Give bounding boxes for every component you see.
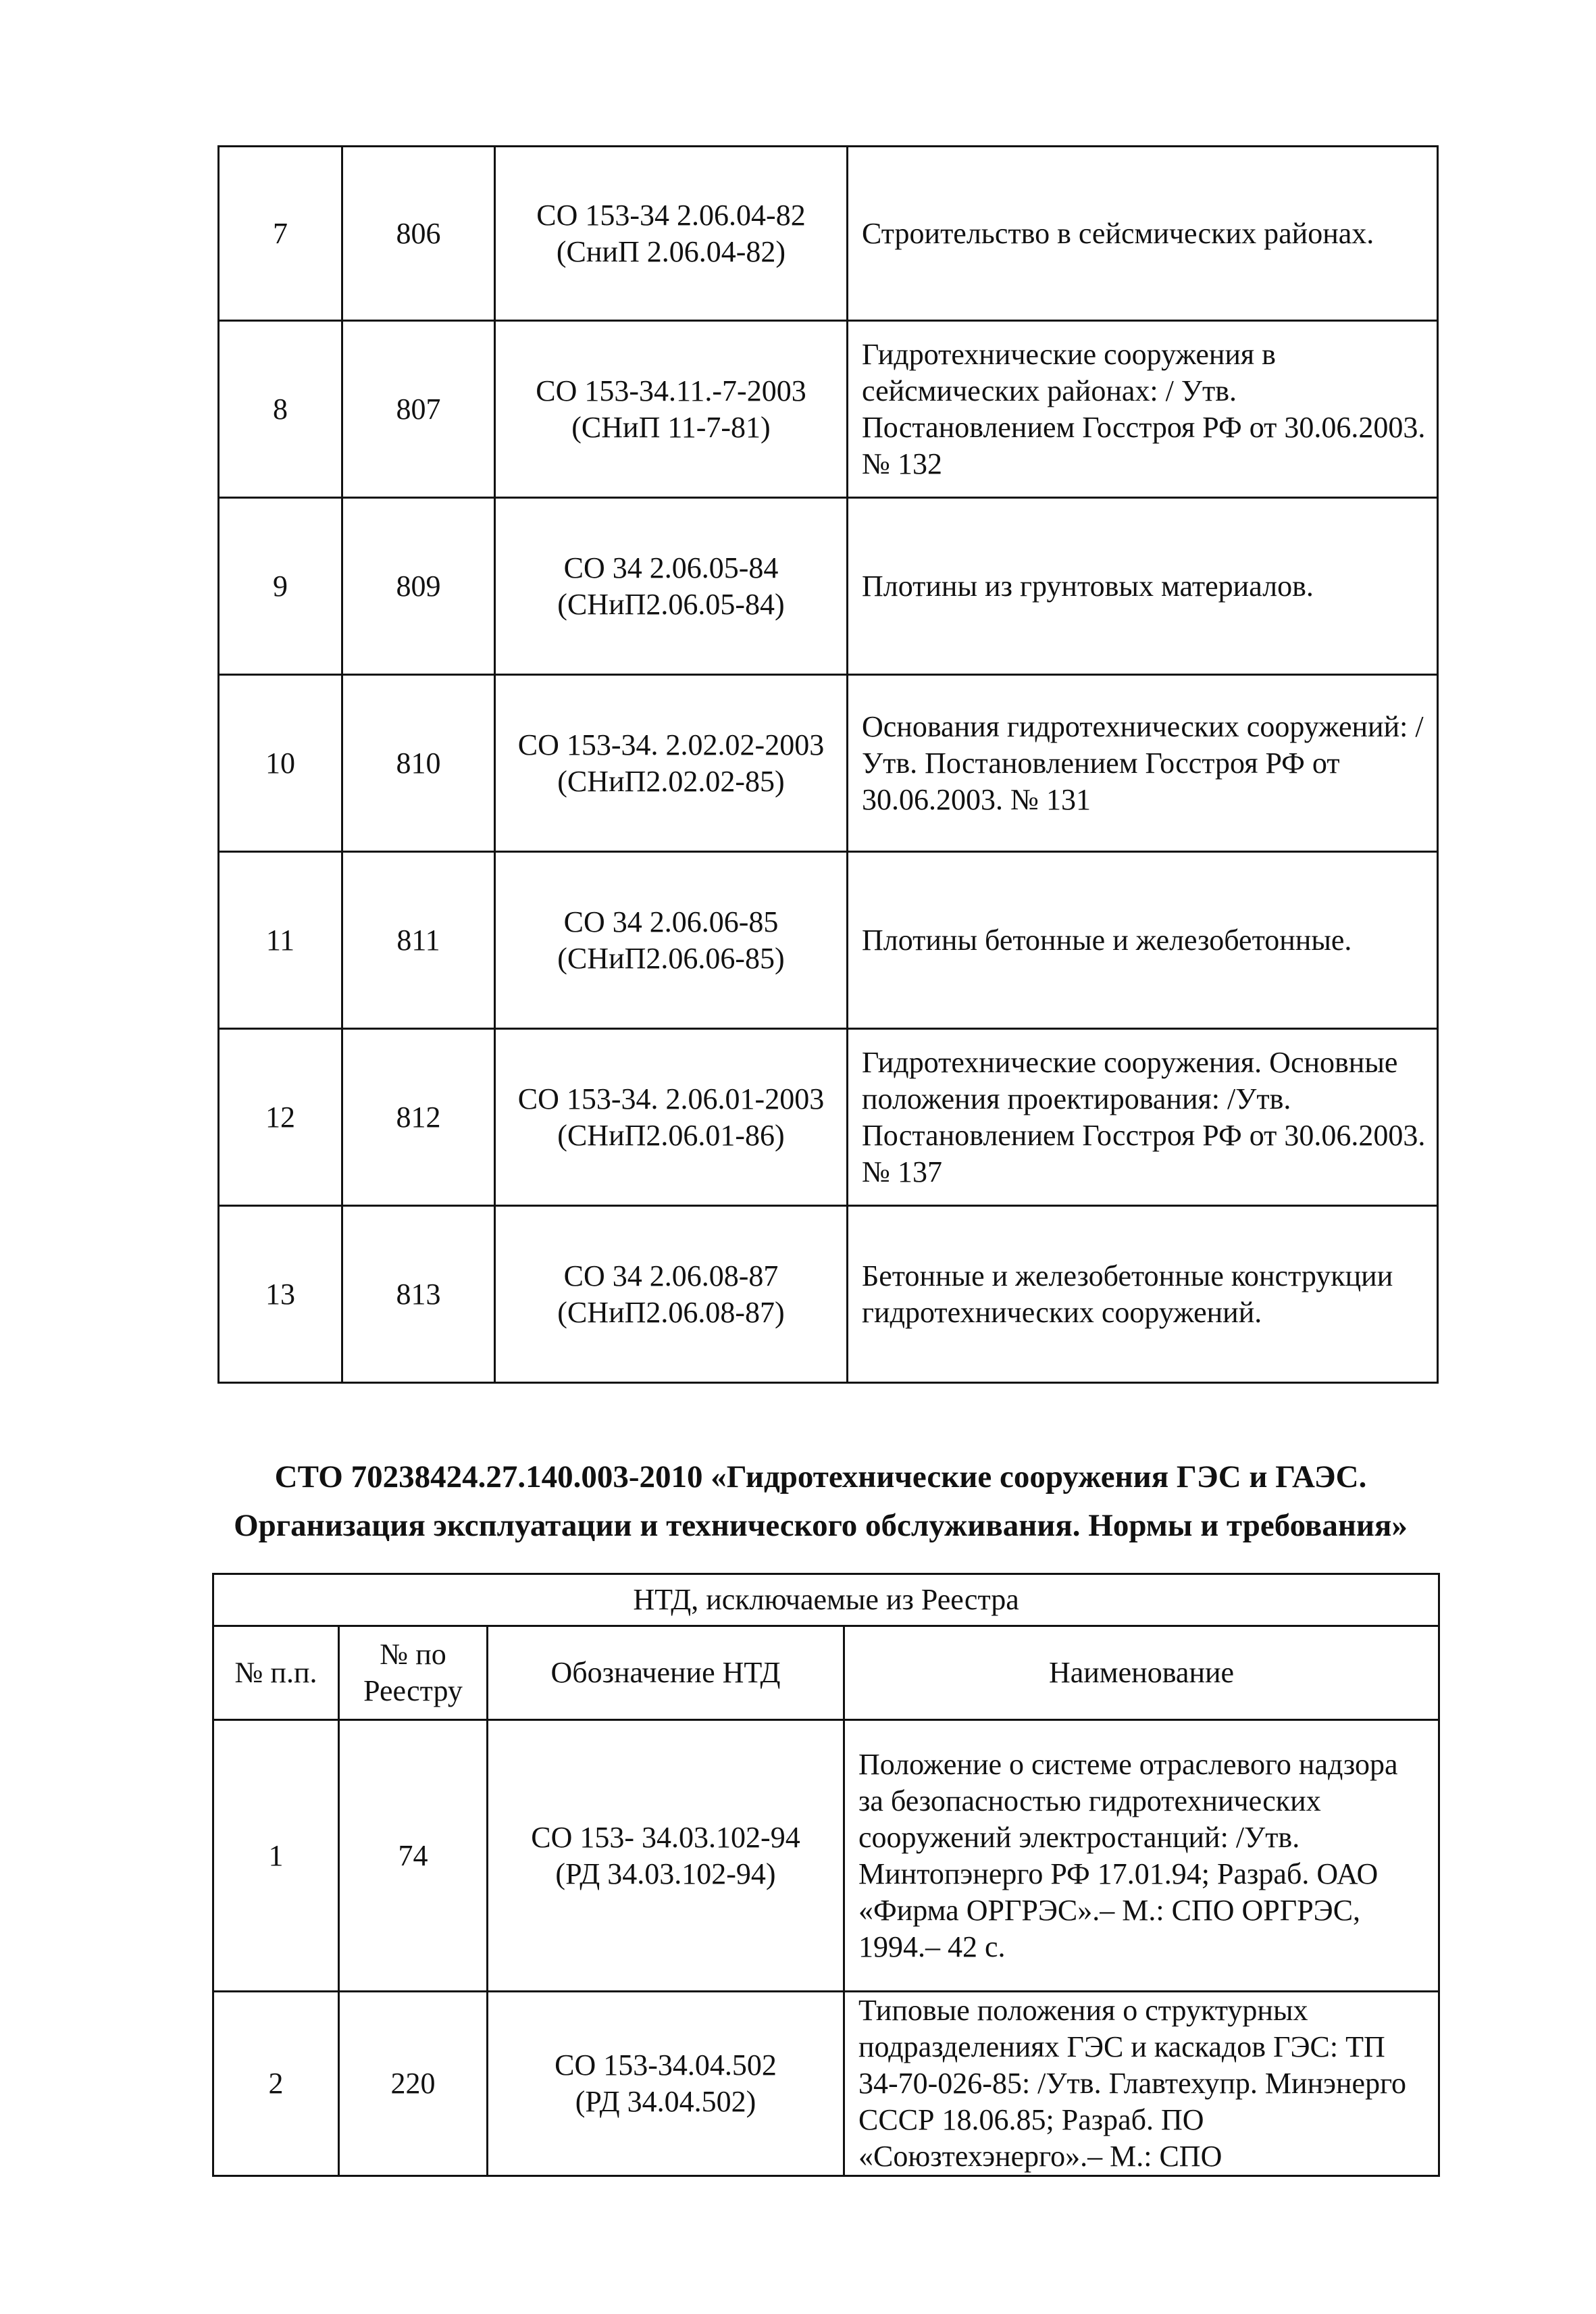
column-header-name: Наименование xyxy=(844,1626,1439,1720)
document-code: СО 153-34. 2.06.01-2003 (СНиП2.06.01-86) xyxy=(495,1029,848,1206)
document-name: Гидротехнические сооружения. Основные положения проектирования: /Утв. Постановлением Госстроя РФ от 30.06.2003. № 137 xyxy=(848,1029,1438,1206)
registry-number: 813 xyxy=(342,1206,495,1383)
document-name: Плотины из грунтовых материалов. xyxy=(848,498,1438,675)
table-row xyxy=(213,1720,1439,1992)
registry-number: 806 xyxy=(342,147,495,321)
registry-table-continued xyxy=(217,145,1439,1384)
document-name: Бетонные и железобетонные конструкции гидротехнических сооружений. xyxy=(848,1206,1438,1383)
row-number: 9 xyxy=(219,498,342,675)
document-code: СО 153- 34.03.102-94 (РД 34.03.102-94) xyxy=(488,1720,844,1992)
column-header-registry: № по Реестру xyxy=(339,1626,488,1720)
document-code: СО 153-34 2.06.04-82 (СниП 2.06.04-82) xyxy=(495,147,848,321)
registry-number: 807 xyxy=(342,321,495,498)
document-code: СО 34 2.06.05-84 (СНиП2.06.05-84) xyxy=(495,498,848,675)
row-number: 8 xyxy=(219,321,342,498)
table-row xyxy=(219,675,1438,852)
row-number: 13 xyxy=(219,1206,342,1383)
table-row xyxy=(219,1029,1438,1206)
table-caption-row xyxy=(213,1574,1439,1626)
table-row xyxy=(219,147,1438,321)
table-header-row xyxy=(213,1626,1439,1720)
column-header-number: № п.п. xyxy=(213,1626,339,1720)
row-number: 10 xyxy=(219,675,342,852)
row-number: 12 xyxy=(219,1029,342,1206)
table-row xyxy=(219,1206,1438,1383)
registry-number: 811 xyxy=(342,852,495,1029)
registry-number: 220 xyxy=(339,1992,488,2176)
column-header-code: Обозначение НТД xyxy=(488,1626,844,1720)
document-name: Основания гидротехнических сооружений: / Утв. Постановлением Госстроя РФ от 30.06.2003. № 131 xyxy=(848,675,1438,852)
table-row xyxy=(219,321,1438,498)
section-title xyxy=(169,1453,1472,1550)
document-name: Типовые положения о структурных подразделениях ГЭС и каскадов ГЭС: ТП 34-70-026-85: /Утв. Главтехупр. Минэнерго СССР 18.06.85; Разраб. ПО «Союзтехэнерго».– М.: СПО xyxy=(844,1992,1439,2176)
table-row xyxy=(219,498,1438,675)
row-number: 1 xyxy=(213,1720,339,1992)
document-name: Плотины бетонные и железобетонные. xyxy=(848,852,1438,1029)
section-title-line-2: Организация эксплуатации и технического обслуживания. Нормы и требования» xyxy=(234,1508,1408,1543)
document-code: СО 34 2.06.08-87 (СНиП2.06.08-87) xyxy=(495,1206,848,1383)
section-title-line-1: СТО 70238424.27.140.003-2010 «Гидротехнические сооружения ГЭС и ГАЭС. xyxy=(274,1459,1367,1494)
table-row xyxy=(219,852,1438,1029)
row-number: 11 xyxy=(219,852,342,1029)
registry-number: 812 xyxy=(342,1029,495,1206)
document-code: СО 153-34.04.502 (РД 34.04.502) xyxy=(488,1992,844,2176)
registry-number: 74 xyxy=(339,1720,488,1992)
registry-number: 809 xyxy=(342,498,495,675)
row-number: 7 xyxy=(219,147,342,321)
table-caption: НТД, исключаемые из Реестра xyxy=(213,1574,1439,1626)
document-name: Строительство в сейсмических районах. xyxy=(848,147,1438,321)
excluded-documents-table xyxy=(212,1573,1440,2177)
document-name: Гидротехнические сооружения в сейсмических районах: / Утв. Постановлением Госстроя РФ от 30.06.2003. № 132 xyxy=(848,321,1438,498)
document-code: СО 153-34. 2.02.02-2003 (СНиП2.02.02-85) xyxy=(495,675,848,852)
document-code: СО 34 2.06.06-85 (СНиП2.06.06-85) xyxy=(495,852,848,1029)
document-name: Положение о системе отраслевого надзора за безопасностью гидротехнических сооружений электростанций: /Утв. Минтопэнерго РФ 17.01.94; Разраб. ОАО «Фирма ОРГРЭС».– М.: СПО ОРГРЭС, 1994.– 42 с. xyxy=(844,1720,1439,1992)
table-row xyxy=(213,1992,1439,2176)
registry-number: 810 xyxy=(342,675,495,852)
row-number: 2 xyxy=(213,1992,339,2176)
document-code: СО 153-34.11.-7-2003 (СНиП 11-7-81) xyxy=(495,321,848,498)
